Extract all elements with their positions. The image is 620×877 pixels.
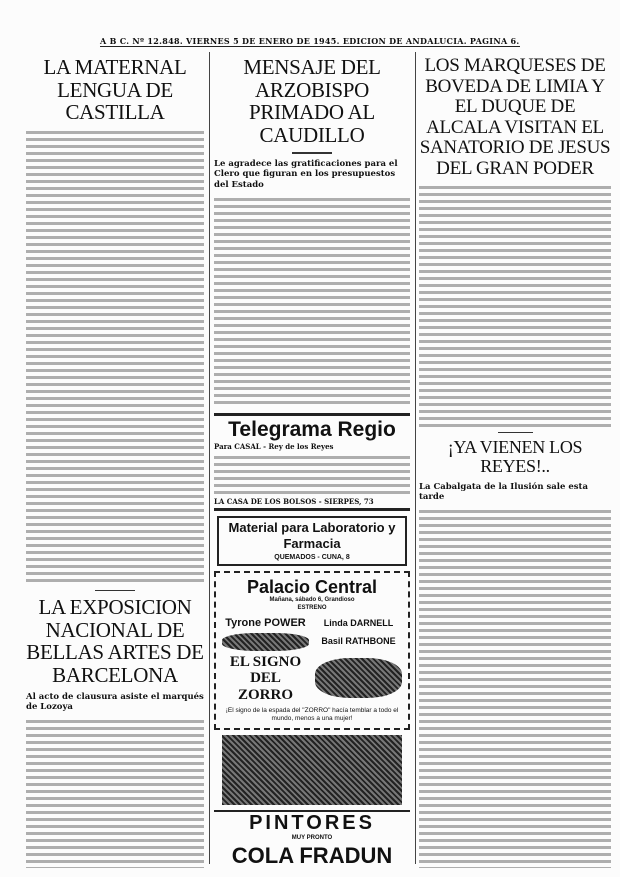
film-title: EL SIGNO DEL ZORRO: [229, 653, 302, 703]
illustration: [315, 658, 402, 698]
ad-title: PINTORES: [249, 811, 375, 834]
column-divider: [209, 52, 210, 864]
headline-lengua-castilla: LA MATERNAL LENGUA DE CASTILLA: [43, 55, 187, 125]
ad-brand: COLA FRADUN: [231, 842, 393, 868]
column-3: [419, 56, 611, 868]
divider: [95, 590, 135, 591]
actor-name: Linda DARNELL: [323, 618, 394, 629]
ad-title: Telegrama Regio: [228, 417, 396, 441]
column-2: [214, 56, 410, 868]
article-body: [419, 508, 611, 868]
subheadline: La Cabalgata de la Ilusión sale esta tarde: [419, 481, 588, 503]
folio-header: A B C. Nº 12.848. VIERNES 5 DE ENERO DE 1945. EDICION DE ANDALUCIA. PAGINA 6.: [100, 36, 520, 46]
ad-material-laboratorio: [217, 516, 407, 566]
ad-telegrama-regio: [214, 413, 410, 511]
divider: [292, 152, 332, 154]
article-body: [214, 196, 410, 408]
subheadline: Le agradece las gratificaciones para el Clero que figuran en los presupuestos del Estado: [214, 158, 398, 190]
article-body: [26, 718, 204, 868]
ad-tagline: ¡El signo de la espada del "ZORRO" hacía temblar a todo el mundo, menos a una mujer!: [225, 707, 399, 723]
ad-footer: LA CASA DE LOS BOLSOS - SIERPES, 73: [214, 496, 374, 506]
film-poster-illustration: [222, 617, 402, 703]
illustration: [222, 633, 309, 651]
ad-dark-illustrated: [222, 735, 402, 805]
divider: [498, 432, 533, 433]
actor-name: Tyrone POWER: [225, 616, 306, 629]
ad-title: Material para Laboratorio y Farmacia: [228, 520, 396, 552]
article-body: [26, 129, 204, 585]
ad-line: MUY PRONTO: [291, 834, 333, 841]
ad-palacio-central: [214, 571, 410, 730]
ad-line: ESTRENO: [297, 605, 327, 612]
ad-title: Palacio Central: [246, 576, 378, 597]
article-body: [419, 184, 611, 427]
actor-name: Basil RATHBONE: [321, 636, 396, 647]
subheadline: Al acto de clausura asiste el marqués de Lozoya: [26, 691, 204, 713]
ad-line: Para CASAL - Rey de los Reyes: [214, 441, 334, 451]
column-divider: [415, 52, 416, 864]
ad-body: [214, 454, 410, 494]
ad-footer: QUEMADOS - CUNA, 8: [274, 553, 350, 561]
headline-exposicion: LA EXPOSICION NACIONAL DE BELLAS ARTES DE BARCELONA: [26, 595, 204, 688]
headline-reyes: ¡YA VIENEN LOS REYES!..: [447, 436, 583, 477]
ad-line: Mañana, sábado 6, Grandioso: [269, 597, 355, 604]
ad-cola-fradun: [214, 810, 410, 868]
headline-mensaje-arzobispo: MENSAJE DEL ARZOBISPO PRIMADO AL CAUDILLO: [243, 55, 381, 148]
column-1: [26, 56, 204, 868]
headline-marqueses: LOS MARQUESES DE BOVEDA DE LIMIA Y EL DUQUE DE ALCALA VISITAN EL SANATORIO DE JESUS DEL GRAN PODER: [419, 55, 611, 179]
